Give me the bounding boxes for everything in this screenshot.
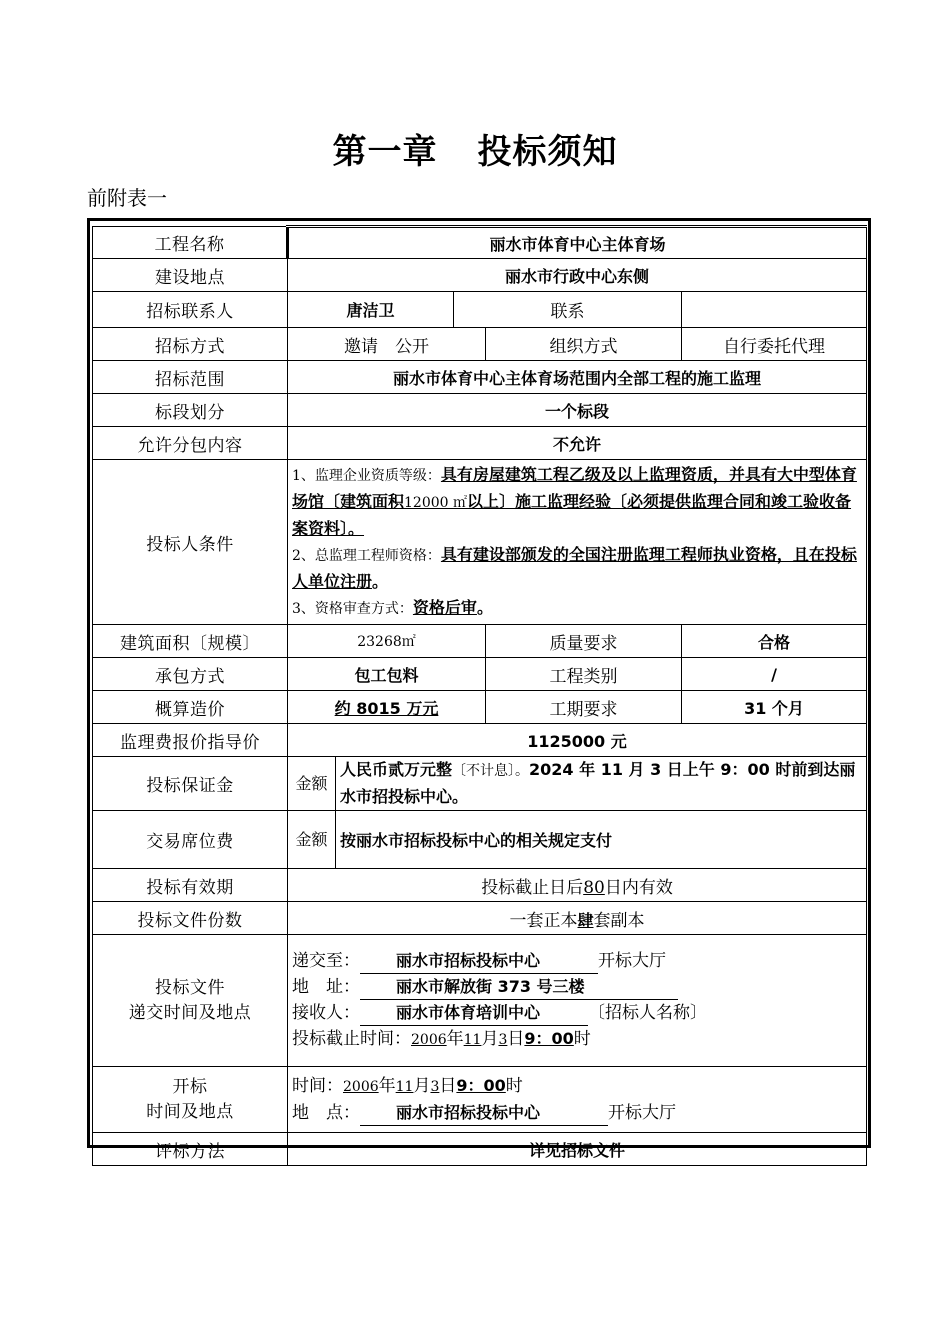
label-contact-phone: 联系 <box>454 292 682 328</box>
row-contact <box>93 292 867 328</box>
value-validity <box>288 869 867 902</box>
value-project-type: / <box>682 658 867 691</box>
label-fee-guide: 监理费报价指导价 <box>93 724 288 757</box>
qual-item-1-area: 12000 ㎡ <box>404 495 468 511</box>
label-organization: 组织方式 <box>486 328 682 361</box>
address-label: 地 址： <box>292 977 360 997</box>
value-contact-phone <box>682 292 867 328</box>
label-submission-line1: 投标文件 <box>155 977 225 998</box>
opening-year: 2006 <box>343 1079 379 1095</box>
page-title <box>0 124 950 173</box>
label-deposit-amount: 金额 <box>288 757 336 811</box>
receiver-label: 接收人： <box>292 1003 360 1023</box>
copies-prefix: 一套正本 <box>509 910 578 931</box>
submit-to-label: 递交至： <box>292 951 360 971</box>
qual-item-1-label: 1、监理企业资质等级： <box>292 468 441 484</box>
label-qualification: 投标人条件 <box>93 460 288 625</box>
row-method <box>93 328 867 361</box>
value-seat-fee: 按丽水市招标投标中心的相关规定支付 <box>336 811 867 869</box>
deposit-interest-note: 〔不计息〕。 <box>452 763 530 779</box>
opening-day: 3 <box>430 1079 440 1095</box>
label-submission-line2: 递交时间及地点 <box>128 1002 252 1023</box>
value-copies <box>288 902 867 935</box>
deadline-year: 2006 <box>411 1032 447 1048</box>
value-contact: 唐洁卫 <box>288 292 454 328</box>
value-contract-mode: 包工包料 <box>288 658 486 691</box>
qual-item-2-end: 。 <box>372 572 389 591</box>
title-chapter: 第一章 <box>332 132 438 172</box>
deposit-amount: 人民币贰万元整 <box>340 760 453 779</box>
value-organization: 自行委托代理 <box>682 328 867 361</box>
qual-item-1-text-2: 以上〕施工监理经验〔必须提供监理合同和竣工验收备案资料〕。 <box>292 492 852 538</box>
label-opening-line2: 时间及地点 <box>146 1101 234 1122</box>
validity-suffix: 日内有效 <box>604 877 673 898</box>
label-method: 招标方式 <box>93 328 288 361</box>
label-quality: 质量要求 <box>486 625 682 658</box>
opening-place-value: 丽水市招标投标中心 <box>396 1103 541 1122</box>
label-area: 建筑面积〔规模〕 <box>93 625 288 658</box>
row-project-name <box>93 227 867 259</box>
label-project-name: 工程名称 <box>93 227 288 259</box>
opening-day-char: 日 <box>439 1076 457 1096</box>
value-location: 丽水市行政中心东侧 <box>288 259 867 292</box>
deadline-month: 11 <box>463 1032 482 1048</box>
row-contract-mode <box>93 658 867 691</box>
table-caption: 前附表一 <box>87 186 167 210</box>
deadline-label: 投标截止时间： <box>292 1029 411 1049</box>
label-evaluation: 评标方法 <box>93 1133 288 1166</box>
row-fee-guide <box>93 724 867 757</box>
qual-item-3-label: 3、资格审查方式： <box>292 601 413 617</box>
opening-month: 11 <box>395 1079 414 1095</box>
value-opening <box>288 1067 867 1133</box>
value-quality: 合格 <box>682 625 867 658</box>
row-seat-fee <box>93 811 867 869</box>
value-qualification <box>288 460 867 625</box>
value-area: 23268㎡ <box>288 625 486 658</box>
row-area <box>93 625 867 658</box>
receiver-value: 丽水市体育培训中心 <box>396 1003 541 1022</box>
row-deposit <box>93 757 867 811</box>
deposit-deadline: 2024 年 11 月 3 日上午 9：00 时前到达丽水市招投标中心。 <box>340 760 856 806</box>
label-copies: 投标文件份数 <box>93 902 288 935</box>
opening-time-label: 时间： <box>292 1076 343 1096</box>
label-opening-line1: 开标 <box>172 1076 208 1097</box>
value-estimate: 约 8015 万元 <box>288 691 486 724</box>
label-seat-fee: 交易席位费 <box>93 811 288 869</box>
deadline-year-char: 年 <box>446 1029 464 1049</box>
validity-days: 80 <box>583 877 605 898</box>
value-method: 邀请 公开 <box>288 328 486 361</box>
label-contract-mode: 承包方式 <box>93 658 288 691</box>
opening-month-char: 月 <box>413 1076 431 1096</box>
opening-time: 9：00 <box>456 1076 506 1095</box>
label-sections: 标段划分 <box>93 394 288 427</box>
submit-to-suffix: 开标大厅 <box>598 951 666 971</box>
row-scope <box>93 361 867 394</box>
label-scope: 招标范围 <box>93 361 288 394</box>
row-sections <box>93 394 867 427</box>
label-validity: 投标有效期 <box>93 869 288 902</box>
opening-place-label: 地 点： <box>292 1103 360 1123</box>
label-subcontract: 允许分包内容 <box>93 427 288 460</box>
value-subcontract: 不允许 <box>288 427 867 460</box>
label-project-type: 工程类别 <box>486 658 682 691</box>
opening-place-suffix: 开标大厅 <box>608 1103 676 1123</box>
row-submission <box>93 935 867 1067</box>
row-estimate <box>93 691 867 724</box>
title-text: 投标须知 <box>477 132 618 172</box>
receiver-suffix: 〔招标人名称〕 <box>588 1003 707 1023</box>
bid-info-table <box>92 225 867 1166</box>
opening-time-char: 时 <box>505 1076 523 1096</box>
row-subcontract <box>93 427 867 460</box>
label-deposit: 投标保证金 <box>93 757 288 811</box>
label-opening <box>93 1067 288 1133</box>
row-qualification <box>93 460 867 625</box>
label-contact: 招标联系人 <box>93 292 288 328</box>
value-evaluation: 详见招标文件 <box>288 1133 867 1166</box>
address-value: 丽水市解放街 373 号三楼 <box>396 977 585 996</box>
label-duration: 工期要求 <box>486 691 682 724</box>
label-location: 建设地点 <box>93 259 288 292</box>
value-deposit <box>336 757 867 811</box>
qual-item-3-end: 。 <box>476 598 493 617</box>
label-submission <box>93 935 288 1067</box>
deadline-day: 3 <box>498 1032 508 1048</box>
copies-count: 肆 <box>577 910 594 930</box>
qual-item-3-text: 资格后审 <box>412 598 477 617</box>
qual-item-2-label: 2、总监理工程师资格： <box>292 548 441 564</box>
submit-to-value: 丽水市招标投标中心 <box>396 951 541 970</box>
qual-item-1-text: 具有房屋建筑工程乙级及以上监理资质，并具有大中型体育场馆〔建筑面积 <box>292 465 857 511</box>
row-opening <box>93 1067 867 1133</box>
deadline-time-char: 时 <box>573 1029 591 1049</box>
value-fee-guide: 1125000 元 <box>288 724 867 757</box>
validity-prefix: 投标截止日后 <box>481 877 584 898</box>
row-evaluation <box>93 1133 867 1166</box>
opening-year-char: 年 <box>378 1076 396 1096</box>
value-scope: 丽水市体育中心主体育场范围内全部工程的施工监理 <box>288 361 867 394</box>
value-duration: 31 个月 <box>682 691 867 724</box>
copies-suffix: 套副本 <box>593 910 645 931</box>
qual-item-2-text: 具有建设部颁发的全国注册监理工程师执业资格，且在投标人单位注册 <box>292 545 857 591</box>
deadline-day-char: 日 <box>507 1029 525 1049</box>
deadline-month-char: 月 <box>481 1029 499 1049</box>
value-sections: 一个标段 <box>288 394 867 427</box>
row-location <box>93 259 867 292</box>
deadline-time: 9：00 <box>524 1029 574 1048</box>
value-submission <box>288 935 867 1067</box>
label-seat-fee-amount: 金额 <box>288 811 336 869</box>
row-validity <box>93 869 867 902</box>
row-copies <box>93 902 867 935</box>
label-estimate: 概算造价 <box>93 691 288 724</box>
value-project-name: 丽水市体育中心主体育场 <box>288 227 867 259</box>
